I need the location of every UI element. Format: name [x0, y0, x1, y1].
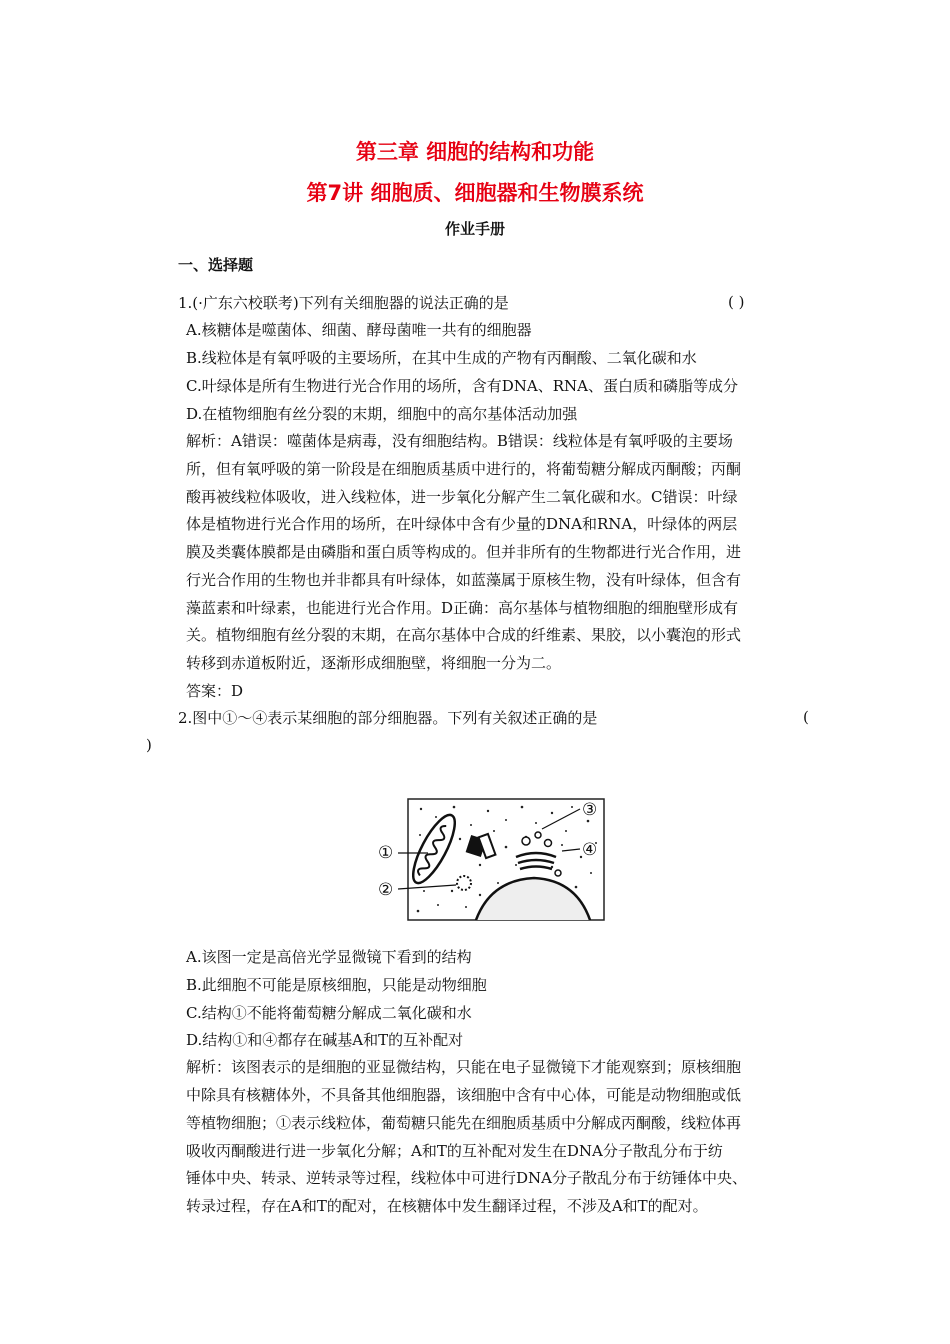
q2-bracket-close: )	[146, 736, 152, 754]
q2-option-a: A.该图一定是高倍光学显微镜下看到的结构	[186, 948, 472, 966]
q1-answer: 答案：D	[186, 682, 244, 700]
q1-analysis-line: 转移到赤道板附近，逐渐形成细胞壁，将细胞一分为二。	[186, 654, 562, 672]
q1-analysis-line: 关。植物细胞有丝分裂的末期，在高尔基体中合成的纤维素、果胶，以小囊泡的形式	[186, 626, 742, 644]
q1-analysis-line: 酸再被线粒体吸收，进入线粒体，进一步氧化分解产生二氧化碳和水。C错误：叶绿	[186, 488, 738, 506]
q1-analysis-line: 膜及类囊体膜都是由磷脂和蛋白质等构成的。但并非所有的生物都进行光合作用，进	[186, 543, 742, 561]
figure-label-4: ④	[582, 840, 598, 860]
q2-analysis-line: 解析：该图表示的是细胞的亚显微结构，只能在电子显微镜下才能观察到；原核细胞	[186, 1058, 742, 1076]
q1-option-a: A.核糖体是噬菌体、细菌、酵母菌唯一共有的细胞器	[186, 321, 532, 339]
figure-label-2: ②	[378, 880, 394, 900]
q1-answer-bracket: ( )	[728, 293, 745, 311]
q1-analysis-line: 解析：A错误：噬菌体是病毒，没有细胞结构。B错误：线粒体是有氧呼吸的主要场	[186, 432, 733, 450]
q2-analysis-line: 转录过程，存在A和T的配对，在核糖体中发生翻译过程，不涉及A和T的配对。	[186, 1197, 708, 1215]
q1-option-b: B.线粒体是有氧呼吸的主要场所，在其中生成的产物有丙酮酸、二氧化碳和水	[186, 349, 697, 367]
q2-analysis-line: 锤体中央、转录、逆转录等过程，线粒体中可进行DNA分子散乱分布于纺锤体中央、	[186, 1169, 747, 1187]
figure-label-1: ①	[378, 843, 394, 863]
q1-stem: 1.(·广东六校联考)下列有关细胞器的说法正确的是	[178, 294, 509, 312]
q2-option-b: B.此细胞不可能是原核细胞，只能是动物细胞	[186, 976, 487, 994]
q2-analysis-line: 吸收丙酮酸进行进一步氧化分解；A和T的互补配对发生在DNA分子散乱分布于纺	[186, 1142, 723, 1160]
cell-organelle-figure	[376, 795, 606, 923]
figure-label-3: ③	[582, 800, 598, 820]
q1-analysis-line: 体是植物进行光合作用的场所，在叶绿体中含有少量的DNA和RNA，叶绿体的两层	[186, 515, 738, 533]
chapter-title: 第三章 细胞的结构和功能	[355, 140, 595, 164]
section-heading: 一、选择题	[178, 256, 254, 274]
page-subtitle: 作业手册	[444, 220, 505, 238]
q2-bracket-open: (	[803, 708, 809, 726]
q2-stem: 2.图中①～④表示某细胞的部分细胞器。下列有关叙述正确的是	[178, 709, 598, 727]
q2-analysis-line: 中除具有核糖体外，不具备其他细胞器，该细胞中含有中心体，可能是动物细胞或低	[186, 1086, 742, 1104]
q2-option-d: D.结构①和④都存在碱基A和T的互补配对	[186, 1031, 464, 1049]
q1-analysis-line: 藻蓝素和叶绿素，也能进行光合作用。D正确：高尔基体与植物细胞的细胞壁形成有	[186, 599, 739, 617]
q1-option-d: D.在植物细胞有丝分裂的末期，细胞中的高尔基体活动加强	[186, 405, 578, 423]
q1-option-c: C.叶绿体是所有生物进行光合作用的场所，含有DNA、RNA、蛋白质和磷脂等成分	[186, 377, 738, 395]
q1-analysis-line: 行光合作用的生物也并非都具有叶绿体，如蓝藻属于原核生物，没有叶绿体，但含有	[186, 571, 742, 589]
q2-analysis-line: 等植物细胞；①表示线粒体，葡萄糖只能先在细胞质基质中分解成丙酮酸，线粒体再	[186, 1114, 742, 1132]
q1-analysis-line: 所，但有氧呼吸的第一阶段是在细胞质基质中进行的，将葡萄糖分解成丙酮酸；丙酮	[186, 460, 742, 478]
lecture-title: 第7讲 细胞质、细胞器和生物膜系统	[306, 181, 644, 205]
q2-option-c: C.结构①不能将葡萄糖分解成二氧化碳和水	[186, 1004, 472, 1022]
